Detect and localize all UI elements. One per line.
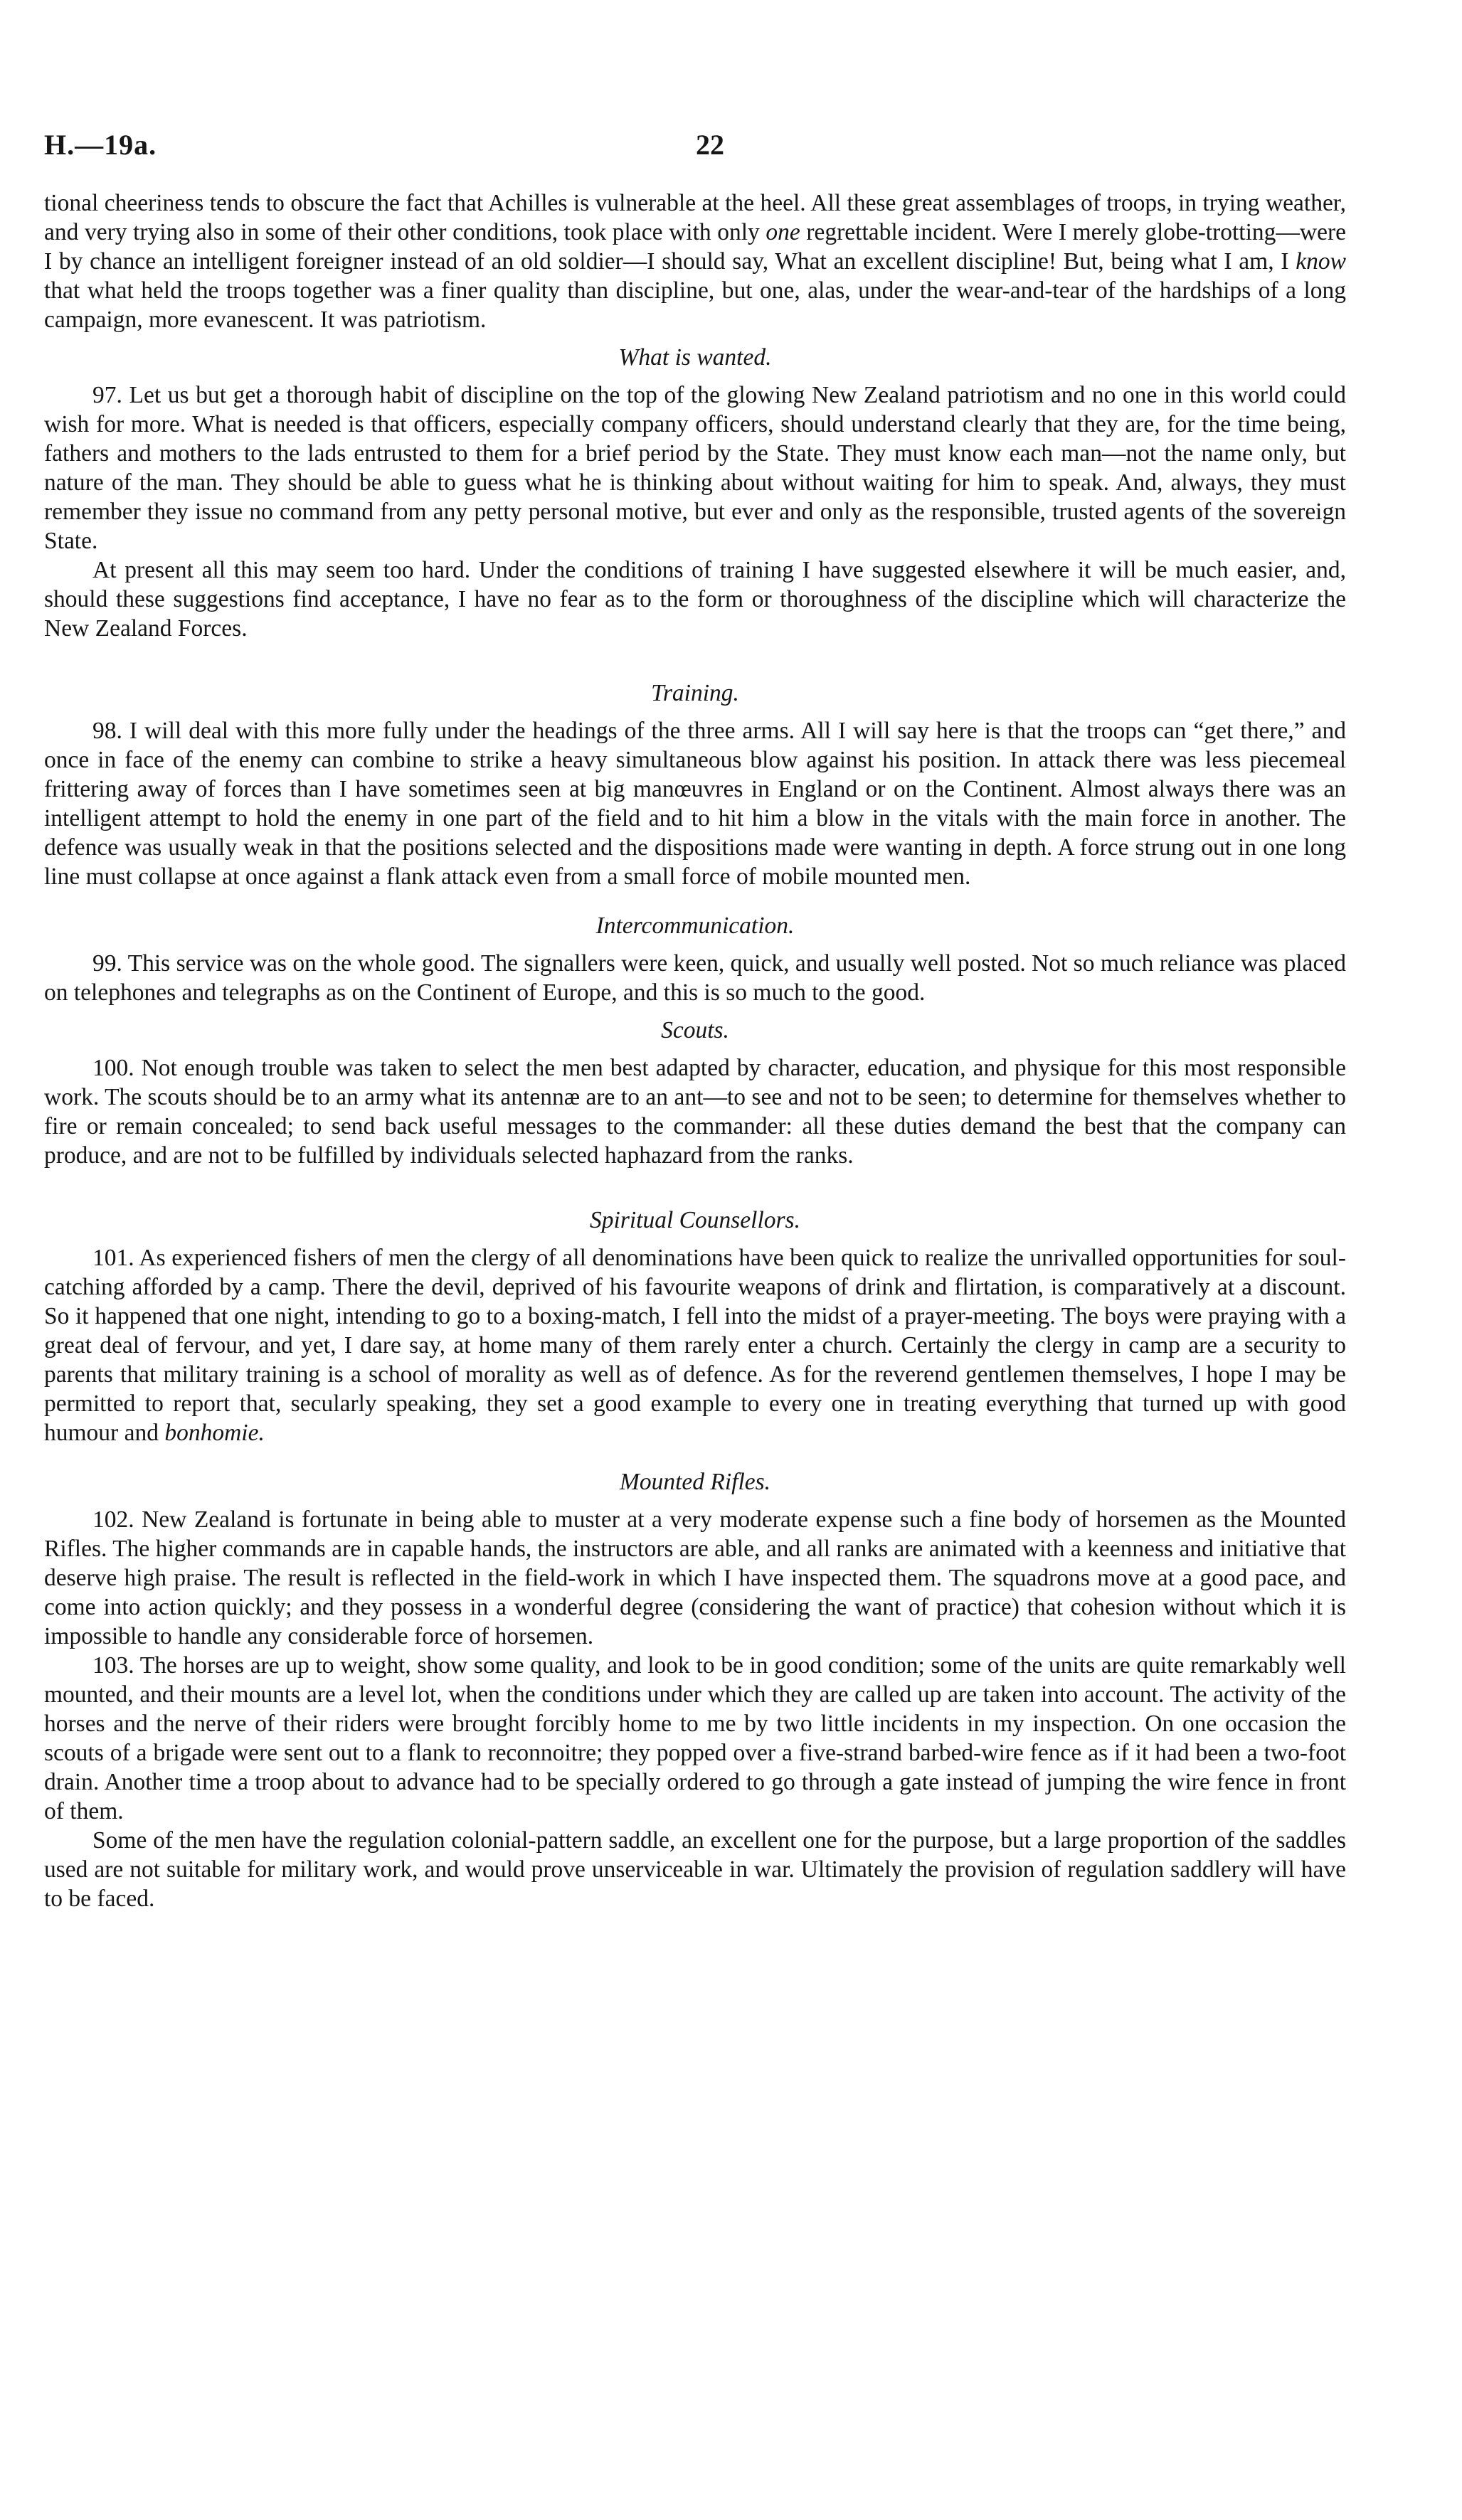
heading-what-is-wanted: What is wanted. [618, 344, 772, 371]
intro-text-1: tional cheeriness tends to obscure the fact that Achilles is vulnerable at the heel. All these great assemblages of troops, in trying weather, and very trying also in some of their other conditions, took place with only [44, 190, 1346, 245]
heading-intercommunication: Intercommunication. [595, 913, 795, 939]
paragraph-101 [44, 1243, 1346, 1447]
intro-emphasis-2: know [1296, 248, 1346, 275]
intro-paragraph [44, 188, 1346, 334]
paragraph-99: 99. This service was on the whole good. The signallers were keen, quick, and usually well posted. Not so much reliance was placed on telephones and telegraphs as on the Continent of Europe, and this is so much to the good. [44, 950, 1346, 1006]
paragraph-102: 102. New Zealand is fortunate in being able to muster at a very moderate expense such a fine body of horsemen as the Mounted Rifles. The higher commands are in capable hands, the instructors are able, and all ranks are animated with a keenness and initiative that deserve high praise. The result is reflected in the field-work in which I have inspected them. The squadrons move at a good pace, and come into action quickly; and they possess in a wonderful degree (considering the want of practice) that cohesion without which it is impossible to handle any considerable force of horsemen. [44, 1506, 1346, 1649]
page-number: 22 [696, 129, 724, 161]
document-reference: H.—19a. [44, 129, 157, 161]
paragraph-103-continued: Some of the men have the regulation colonial-pattern saddle, an excellent one for the purpose, but a large proportion of the saddles used are not suitable for military work, and would prove unserviceable in war. Ultimately the provision of regulation saddlery will have to be faced. [44, 1827, 1346, 1912]
paragraph-101-emphasis: bonhomie. [164, 1420, 265, 1446]
paragraph-101-text: 101. As experienced fishers of men the clergy of all denominations have been quick to realize the unrivalled opportunities for soul-catching afforded by a camp. There the devil, deprived of his favourite weapons of drink and flirtation, is comparatively at a discount. So it happened that one night, intending to go to a boxing-match, I fell into the midst of a prayer-meeting. The boys were praying with a great deal of fervour, and yet, I dare say, at home many of them rarely enter a church. Certainly the clergy in camp are a security to parents that military training is a school of morality as well as of defence. As for the reverend gentlemen themselves, I hope I may be permitted to report that, secularly speaking, they set a good example to every one in treating everything that turned up with good humour and [44, 1245, 1346, 1446]
intro-text-2: regrettable incident. Were I merely globe-trotting—were I by chance an intelligent foreigner instead of an old soldier—I should say, What an excellent discipline! But, being what I am, I [44, 219, 1346, 275]
body-text [44, 188, 1346, 1913]
heading-spiritual-counsellors: Spiritual Counsellors. [590, 1207, 800, 1233]
paragraph-97: 97. Let us but get a thorough habit of discipline on the top of the glowing New Zealand patriotism and no one in this world could wish for more. What is needed is that officers, especially company officers, should understand clearly that they are, for the time being, fathers and mothers to the lads entrusted to them for a brief period by the State. They must know each man—not the name only, but nature of the man. They should be able to guess what he is thinking about without waiting for him to speak. And, always, they must remember they issue no command from any petty personal motive, but ever and only as the responsible, trusted agents of the sovereign State. [44, 382, 1346, 554]
heading-training: Training. [651, 680, 739, 706]
paragraph-103: 103. The horses are up to weight, show some quality, and look to be in good condition; some of the units are quite remarkably well mounted, and their mounts are a level lot, when the conditions under which they are called up are taken into account. The activity of the horses and the nerve of their riders were brought forcibly home to me by two little incidents in my inspection. On one occasion the scouts of a brigade were sent out to a flank to reconnoitre; they popped over a five-strand barbed-wire fence as if it had been a two-foot drain. Another time a troop about to advance had to be specially ordered to go through a gate instead of jumping the wire fence in front of them. [44, 1652, 1346, 1824]
paragraph-100: 100. Not enough trouble was taken to select the men best adapted by character, education, and physique for this most responsible work. The scouts should be to an army what its antennæ are to an ant—to see and not to be seen; to determine for themselves whether to fire or remain concealed; to send back useful messages to the commander: all these duties demand the best that the company can produce, and are not to be fulfilled by individuals selected haphazard from the ranks. [44, 1055, 1346, 1169]
heading-scouts: Scouts. [661, 1017, 729, 1043]
heading-mounted-rifles: Mounted Rifles. [619, 1469, 771, 1495]
paragraph-98: 98. I will deal with this more fully under the headings of the three arms. All I will say here is that the troops can “get there,” and once in face of the enemy can combine to strike a heavy simultaneous blow against his position. In attack there was less piecemeal frittering away of forces than I have sometimes seen at big manœuvres in England or on the Continent. Almost always there was an intelligent attempt to hold the enemy in one part of the field and to hit him a blow in the vitals with the main force in another. The defence was usually weak in that the positions selected and the dispositions made were wanting in depth. A force strung out in one long line must collapse at once against a flank attack even from a small force of mobile mounted men. [44, 718, 1346, 890]
intro-emphasis-1: one [766, 219, 800, 245]
paragraph-97-continued: At present all this may seem too hard. Under the conditions of training I have suggested elsewhere it will be much easier, and, should these suggestions find acceptance, I have no fear as to the form or thoroughness of the discipline which will characterize the New Zealand Forces. [44, 557, 1346, 642]
intro-text-3: that what held the troops together was a finer quality than discipline, but one, alas, under the wear-and-tear of the hardships of a long campaign, more evanescent. It was patriotism. [44, 277, 1346, 333]
